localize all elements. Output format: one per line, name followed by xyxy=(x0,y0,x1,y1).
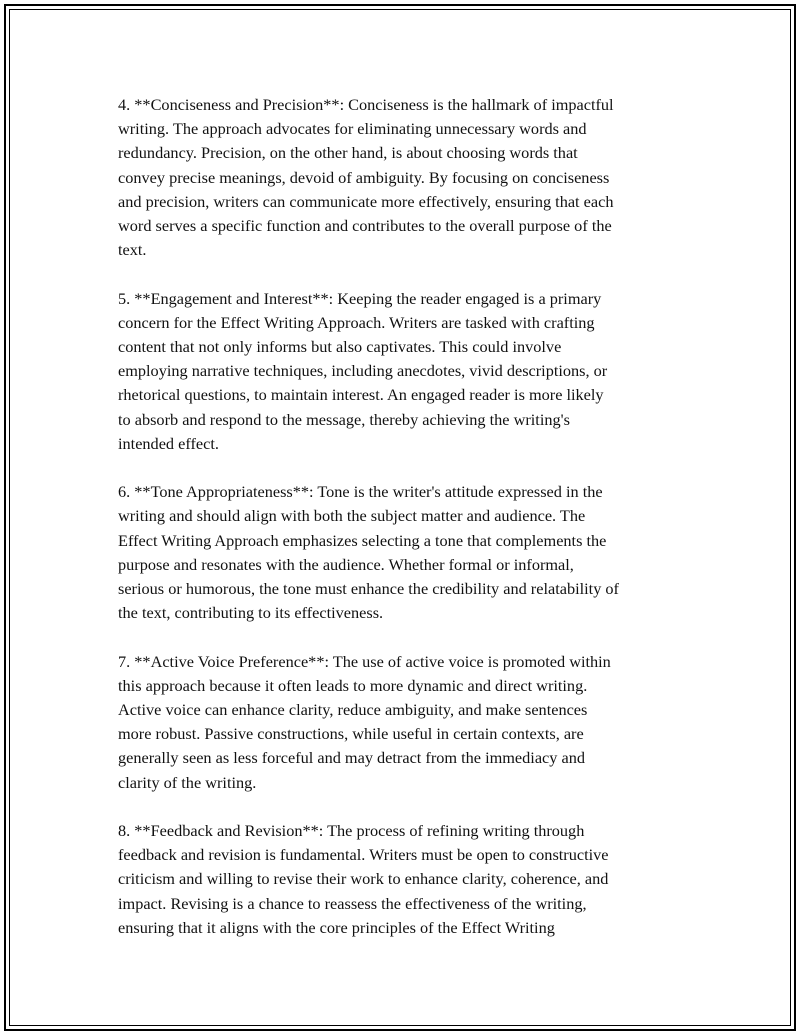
document-body xyxy=(118,93,693,964)
paragraph-engagement-interest: 5. **Engagement and Interest**: Keeping the reader engaged is a primary concern for the Effect Writing Approach. Writers are tasked with crafting content that not only informs but also captivates. This could involve employing narrative techniques, including anecdotes, vivid descriptions, or rhetorical questions, to maintain interest. An engaged reader is more likely to absorb and respond to the message, thereby achieving the writing's intended effect. xyxy=(118,288,608,453)
paragraph-feedback-revision: 8. **Feedback and Revision**: The process of refining writing through feedback and revision is fundamental. Writers must be open to constructive criticism and willing to revise their work to enhance clarity, coherence, and impact. Revising is a chance to reassess the effectiveness of the writing, ensuring that it aligns with the core principles of the Effect Writing xyxy=(118,821,609,937)
paragraph-active-voice: 7. **Active Voice Preference**: The use of active voice is promoted within this approach because it often leads to more dynamic and direct writing. Active voice can enhance clarity, reduce ambiguity, and make sentences more robust. Passive constructions, while useful in certain contexts, are generally seen as less forceful and may detract from the immediacy and clarity of the writing. xyxy=(118,651,611,792)
paragraph-conciseness-precision: 4. **Conciseness and Precision**: Conciseness is the hallmark of impactful writing. The approach advocates for eliminating unnecessary words and redundancy. Precision, on the other hand, is about choosing words that convey precise meanings, devoid of ambiguity. By focusing on conciseness and precision, writers can communicate more effectively, ensuring that each word serves a specific function and contributes to the overall purpose of the text. xyxy=(118,95,614,260)
paragraph-tone-appropriateness: 6. **Tone Appropriateness**: Tone is the writer's attitude expressed in the writing and should align with both the subject matter and audience. The Effect Writing Approach emphasizes selecting a tone that complements the purpose and resonates with the audience. Whether formal or informal, serious or humorous, the tone must enhance the credibility and relatability of the text, contributing to its effectiveness. xyxy=(118,482,619,623)
